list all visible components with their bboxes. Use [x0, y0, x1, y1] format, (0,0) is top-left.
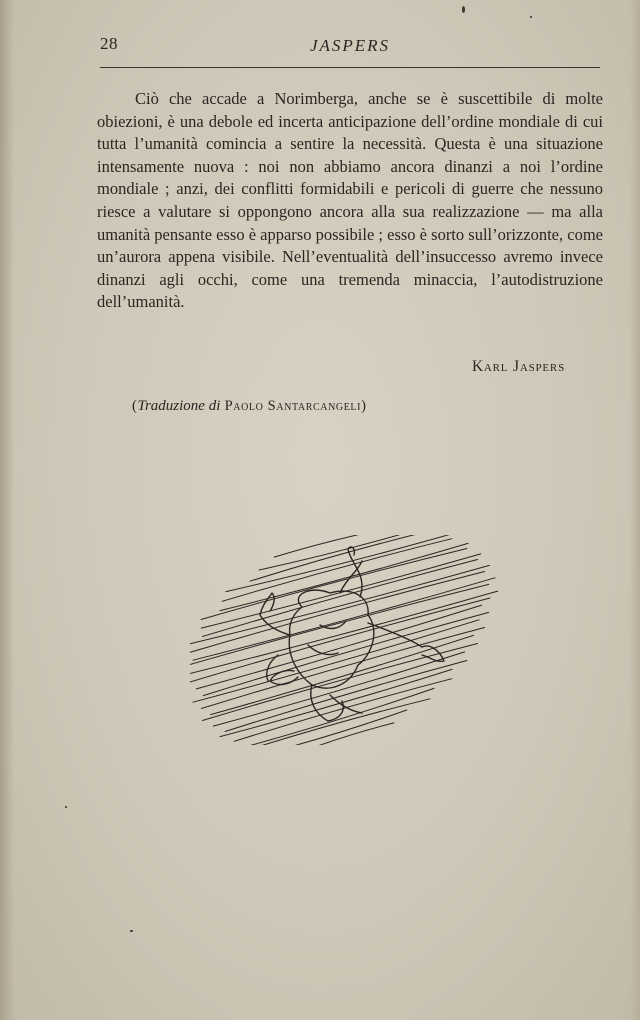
- header-rule: [100, 67, 600, 68]
- hatch-stroke: [298, 723, 394, 745]
- ink-speck: [462, 6, 465, 13]
- hatch-stroke: [190, 591, 498, 675]
- hatch-stroke: [201, 549, 467, 620]
- hatch-stroke: [274, 535, 394, 557]
- hatch-stroke: [271, 710, 407, 745]
- paren-close: ): [361, 398, 367, 414]
- ink-speck: [65, 806, 67, 808]
- author-signature: Karl Jaspers: [471, 358, 565, 375]
- hatch-stroke: [250, 535, 430, 581]
- hatch-stroke: [201, 628, 484, 709]
- hatch-stroke: [190, 572, 485, 653]
- running-head: JASPERS: [309, 36, 391, 55]
- hatch-stroke: [203, 612, 488, 695]
- translation-label: Traduzione di: [137, 398, 221, 414]
- tumbling-figure-sketch-icon: [190, 535, 500, 745]
- page-number: 28: [100, 34, 118, 53]
- ink-speck: [530, 16, 532, 18]
- translation-credit: [132, 398, 367, 415]
- page-header: [100, 32, 600, 60]
- hatch-stroke: [226, 535, 450, 592]
- body-paragraph: Ciò che accade a Norimberga, anche se è suscettibile di molte obiezioni, è una debole ed incerta anticipazione dell’ordine mondiale di cui tutta l’umanità comincia a sentire la necessità. Questa è una situazione intensamente nuova : noi non abbiamo ancora dinanzi a noi l’ordine mondiale ; anzi, dei conflitti formidabili e pericoli di guerre che nessuno riesce a valutare si oppongono ancora alla sua realizzazione — ma alla umanità pensante esso è apparso possibile ; esso è sorto sull’orizzonte, come un’aurora appena visibile. Nell’eventualità dell’insuccesso avremo invece dinanzi agli occhi, come una tremenda minaccia, l’autodistruzione dell’umanità.: [97, 89, 603, 312]
- hatch-stroke: [190, 598, 490, 682]
- paren-open: (: [132, 398, 138, 414]
- ink-speck: [130, 930, 133, 932]
- hatch-stroke: [190, 565, 489, 644]
- translator-name: Paolo Santarcangeli: [224, 398, 362, 414]
- hatch-stroke: [213, 652, 464, 726]
- hatch-stroke: [250, 688, 434, 745]
